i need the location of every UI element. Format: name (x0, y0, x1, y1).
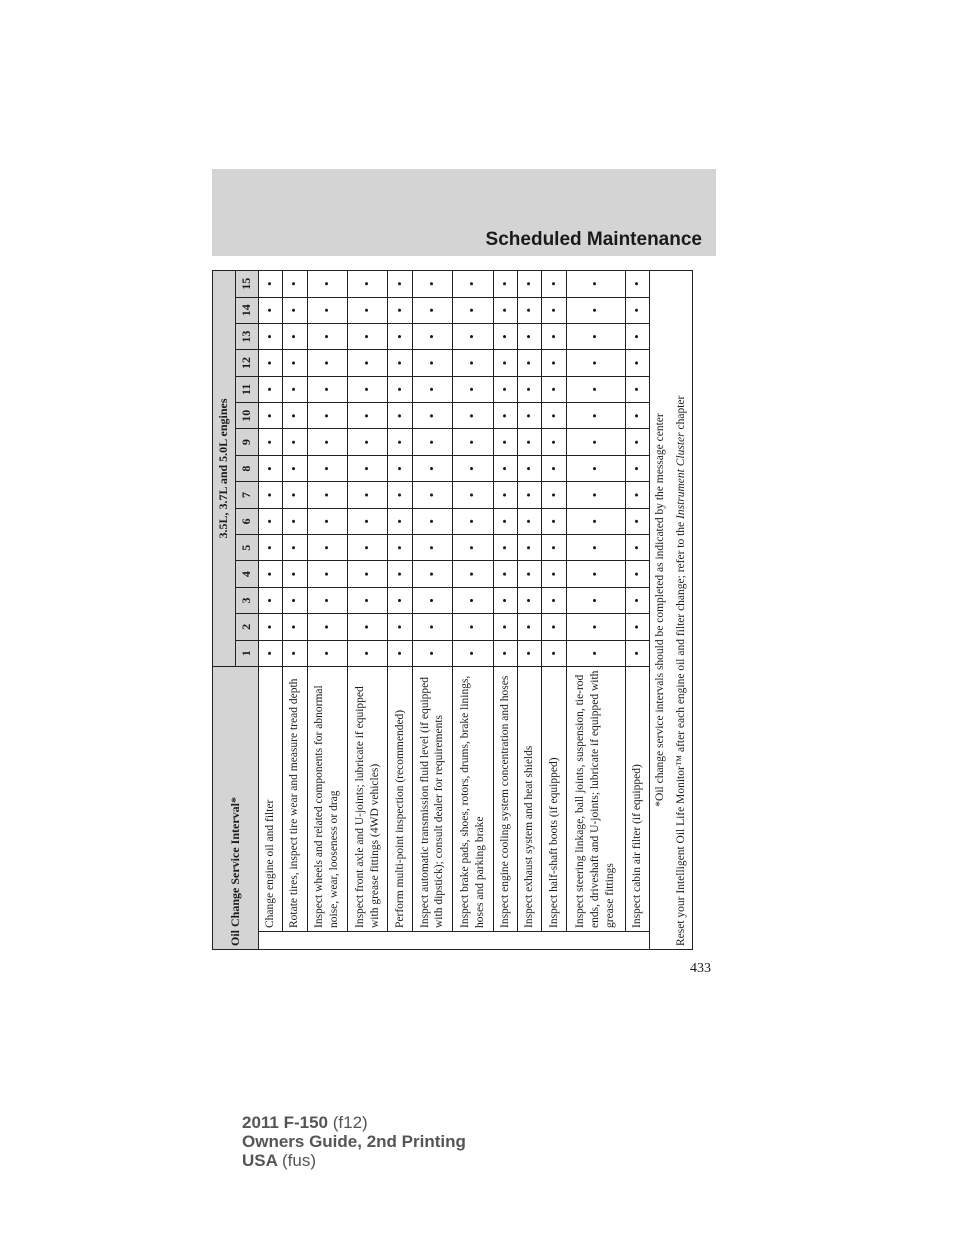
interval-dot: • (388, 271, 412, 298)
interval-dot: • (388, 297, 412, 323)
interval-dot: • (493, 587, 517, 613)
interval-dot: • (542, 482, 566, 508)
interval-dot: • (625, 403, 649, 429)
interval-number: 15 (235, 271, 258, 298)
interval-dot: • (625, 376, 649, 402)
interval-dot: • (453, 640, 493, 666)
interval-dot: • (347, 614, 387, 640)
interval-dot: • (307, 271, 347, 298)
engine-group-header: 3.5L, 3.7L and 5.0L engines (213, 271, 236, 667)
rotated-table-container (212, 270, 693, 950)
interval-dot: • (283, 587, 307, 613)
interval-dot: • (453, 455, 493, 481)
interval-dot: • (258, 614, 282, 640)
interval-dot: • (625, 561, 649, 587)
interval-dot: • (347, 482, 387, 508)
interval-dot: • (283, 323, 307, 349)
interval-dot: • (388, 535, 412, 561)
interval-dot: • (347, 297, 387, 323)
interval-dot: • (518, 587, 542, 613)
document-footer (242, 1113, 466, 1170)
interval-dot: • (412, 561, 452, 587)
interval-dot: • (258, 350, 282, 376)
interval-dot: • (518, 271, 542, 298)
task-cell: Inspect wheels and related components for abnormal noise, wear, looseness or drag (307, 666, 347, 931)
task-cell: Inspect exhaust system and heat shields (518, 666, 542, 931)
interval-dot: • (625, 614, 649, 640)
table-row (542, 271, 566, 950)
interval-dot: • (388, 614, 412, 640)
footer-line-2: Owners Guide, 2nd Printing (242, 1132, 466, 1151)
interval-dot: • (347, 561, 387, 587)
interval-number: 3 (235, 587, 258, 613)
interval-dot: • (566, 323, 625, 349)
interval-dot: • (625, 640, 649, 666)
interval-dot: • (412, 323, 452, 349)
task-cell: Inspect cabin air filter (if equipped) (625, 666, 649, 931)
interval-dot: • (258, 271, 282, 298)
interval-dot: • (493, 455, 517, 481)
interval-dot: • (453, 561, 493, 587)
interval-number: 13 (235, 323, 258, 349)
reset-note-chapter: Instrument Cluster (675, 432, 688, 519)
interval-dot: • (283, 561, 307, 587)
interval-dot: • (347, 403, 387, 429)
interval-dot: • (412, 271, 452, 298)
table-row (307, 271, 347, 950)
table-left-spacer (258, 932, 649, 950)
interval-dot: • (258, 640, 282, 666)
interval-dot: • (307, 535, 347, 561)
interval-dot: • (566, 614, 625, 640)
interval-dot: • (493, 614, 517, 640)
reset-note (671, 271, 693, 950)
interval-dot: • (493, 640, 517, 666)
interval-dot: • (453, 587, 493, 613)
interval-dot: • (283, 640, 307, 666)
interval-dot: • (412, 614, 452, 640)
interval-dot: • (307, 455, 347, 481)
interval-dot: • (412, 587, 452, 613)
interval-dot: • (307, 482, 347, 508)
interval-dot: • (283, 455, 307, 481)
footnote-text: *Oil change service intervals should be completed as indicated by the message center (650, 271, 671, 950)
interval-dot: • (453, 376, 493, 402)
interval-dot: • (625, 587, 649, 613)
interval-number: 14 (235, 297, 258, 323)
column-header-label: Oil Change Service Interval* (213, 666, 259, 949)
interval-dot: • (412, 535, 452, 561)
interval-dot: • (493, 376, 517, 402)
interval-dot: • (453, 350, 493, 376)
interval-dot: • (518, 403, 542, 429)
interval-dot: • (412, 508, 452, 534)
footer-region-code: (fus) (282, 1151, 316, 1170)
interval-dot: • (518, 614, 542, 640)
footer-line-3 (242, 1151, 466, 1170)
interval-dot: • (307, 403, 347, 429)
interval-dot: • (453, 482, 493, 508)
task-cell: Inspect automatic transmission fluid level (if equipped with dipstick); consult dealer for requirements (412, 666, 452, 931)
interval-dot: • (388, 640, 412, 666)
interval-dot: • (518, 297, 542, 323)
interval-dot: • (493, 508, 517, 534)
interval-dot: • (307, 350, 347, 376)
interval-dot: • (307, 587, 347, 613)
interval-dot: • (542, 640, 566, 666)
interval-number: 5 (235, 535, 258, 561)
interval-dot: • (518, 323, 542, 349)
interval-dot: • (453, 297, 493, 323)
interval-dot: • (542, 535, 566, 561)
task-cell: Inspect half-shaft boots (if equipped) (542, 666, 566, 931)
interval-dot: • (258, 455, 282, 481)
interval-dot: • (542, 271, 566, 298)
interval-dot: • (388, 561, 412, 587)
table-row (347, 271, 387, 950)
interval-dot: • (566, 350, 625, 376)
interval-dot: • (542, 561, 566, 587)
interval-dot: • (283, 271, 307, 298)
interval-number: 1 (235, 640, 258, 666)
table-row (566, 271, 625, 950)
interval-number: 11 (235, 376, 258, 402)
interval-dot: • (625, 323, 649, 349)
interval-number: 10 (235, 403, 258, 429)
interval-dot: • (625, 271, 649, 298)
interval-dot: • (493, 323, 517, 349)
interval-dot: • (258, 403, 282, 429)
interval-dot: • (283, 429, 307, 455)
interval-number: 7 (235, 482, 258, 508)
interval-dot: • (307, 429, 347, 455)
interval-dot: • (307, 508, 347, 534)
interval-dot: • (307, 640, 347, 666)
interval-dot: • (453, 271, 493, 298)
maintenance-table-area (212, 270, 693, 950)
interval-dot: • (283, 350, 307, 376)
interval-dot: • (453, 323, 493, 349)
table-row (412, 271, 452, 950)
interval-dot: • (388, 455, 412, 481)
interval-dot: • (347, 376, 387, 402)
interval-dot: • (412, 429, 452, 455)
interval-dot: • (518, 508, 542, 534)
interval-dot: • (542, 508, 566, 534)
interval-dot: • (453, 508, 493, 534)
interval-dot: • (518, 482, 542, 508)
interval-dot: • (388, 376, 412, 402)
interval-dot: • (518, 640, 542, 666)
interval-dot: • (566, 587, 625, 613)
interval-dot: • (566, 271, 625, 298)
interval-dot: • (307, 376, 347, 402)
interval-dot: • (518, 376, 542, 402)
interval-dot: • (347, 535, 387, 561)
reset-note-row (671, 271, 693, 950)
interval-dot: • (347, 640, 387, 666)
interval-dot: • (518, 561, 542, 587)
table-row (453, 271, 493, 950)
interval-dot: • (388, 350, 412, 376)
interval-dot: • (453, 614, 493, 640)
interval-dot: • (566, 376, 625, 402)
interval-dot: • (258, 376, 282, 402)
footer-model-code: (f12) (332, 1113, 368, 1132)
interval-dot: • (258, 587, 282, 613)
interval-number: 2 (235, 614, 258, 640)
interval-dot: • (566, 640, 625, 666)
interval-dot: • (347, 455, 387, 481)
task-cell: Perform multi-point inspection (recommended) (388, 666, 412, 931)
interval-dot: • (347, 271, 387, 298)
interval-dot: • (518, 535, 542, 561)
interval-dot: • (625, 429, 649, 455)
reset-note-suffix: chapter (675, 395, 688, 433)
interval-dot: • (283, 614, 307, 640)
header-band (212, 169, 716, 256)
interval-dot: • (347, 350, 387, 376)
interval-dot: • (625, 297, 649, 323)
interval-dot: • (388, 403, 412, 429)
footnote-row (650, 271, 671, 950)
interval-dot: • (625, 482, 649, 508)
interval-dot: • (412, 403, 452, 429)
interval-dot: • (542, 455, 566, 481)
interval-dot: • (542, 587, 566, 613)
interval-dot: • (566, 508, 625, 534)
task-cell: Change engine oil and filter (258, 666, 282, 931)
interval-dot: • (493, 429, 517, 455)
interval-dot: • (625, 535, 649, 561)
interval-dot: • (566, 297, 625, 323)
interval-dot: • (518, 350, 542, 376)
interval-dot: • (283, 508, 307, 534)
interval-dot: • (347, 323, 387, 349)
interval-dot: • (566, 429, 625, 455)
task-cell: Inspect engine cooling system concentration and hoses (493, 666, 517, 931)
interval-dot: • (283, 376, 307, 402)
table-row (388, 271, 412, 950)
interval-dot: • (347, 508, 387, 534)
interval-dot: • (258, 429, 282, 455)
interval-dot: • (307, 561, 347, 587)
interval-dot: • (453, 535, 493, 561)
interval-dot: • (493, 297, 517, 323)
table-header-row (213, 271, 236, 950)
interval-number: 8 (235, 455, 258, 481)
interval-dot: • (566, 403, 625, 429)
interval-dot: • (542, 403, 566, 429)
footer-region: USA (242, 1151, 278, 1170)
interval-dot: • (566, 561, 625, 587)
interval-dot: • (566, 535, 625, 561)
interval-dot: • (625, 455, 649, 481)
table-row (258, 271, 282, 950)
interval-dot: • (625, 350, 649, 376)
interval-dot: • (388, 508, 412, 534)
interval-dot: • (307, 323, 347, 349)
interval-dot: • (542, 297, 566, 323)
table-row (283, 271, 307, 950)
maintenance-schedule-table (212, 270, 693, 950)
task-cell: Rotate tires, inspect tire wear and measure tread depth (283, 666, 307, 931)
interval-dot: • (258, 561, 282, 587)
footer-model: 2011 F-150 (242, 1113, 329, 1132)
interval-dot: • (412, 455, 452, 481)
reset-note-text: Reset your Intelligent Oil Life Monitor™ after each engine oil and filter change; refer to the (675, 518, 688, 946)
interval-dot: • (566, 455, 625, 481)
interval-dot: • (283, 482, 307, 508)
interval-dot: • (542, 323, 566, 349)
interval-dot: • (542, 614, 566, 640)
interval-dot: • (412, 376, 452, 402)
interval-dot: • (307, 614, 347, 640)
task-cell: Inspect brake pads, shoes, rotors, drums, brake linings, hoses and parking brake (453, 666, 493, 931)
interval-dot: • (542, 429, 566, 455)
interval-dot: • (283, 535, 307, 561)
interval-dot: • (412, 350, 452, 376)
interval-number: 4 (235, 561, 258, 587)
interval-dot: • (493, 482, 517, 508)
interval-dot: • (453, 429, 493, 455)
interval-dot: • (258, 535, 282, 561)
interval-dot: • (493, 403, 517, 429)
interval-dot: • (412, 640, 452, 666)
interval-dot: • (388, 587, 412, 613)
interval-dot: • (388, 429, 412, 455)
task-cell: Inspect steering linkage, ball joints, suspension, tie-rod ends, driveshaft and U-joints; lubricate if equipped with grease fittings (566, 666, 625, 931)
interval-dot: • (283, 297, 307, 323)
interval-dot: • (388, 323, 412, 349)
interval-dot: • (518, 455, 542, 481)
interval-dot: • (625, 508, 649, 534)
table-row (493, 271, 517, 950)
interval-number: 12 (235, 350, 258, 376)
interval-dot: • (542, 376, 566, 402)
interval-dot: • (258, 323, 282, 349)
interval-number: 6 (235, 508, 258, 534)
page-title: Scheduled Maintenance (485, 229, 702, 250)
interval-dot: • (518, 429, 542, 455)
interval-dot: • (566, 482, 625, 508)
interval-dot: • (542, 350, 566, 376)
interval-dot: • (493, 271, 517, 298)
interval-dot: • (258, 482, 282, 508)
interval-dot: • (453, 403, 493, 429)
task-cell: Inspect front axle and U-joints; lubricate if equipped with grease fittings (4WD vehicles) (347, 666, 387, 931)
interval-dot: • (493, 350, 517, 376)
interval-dot: • (347, 429, 387, 455)
interval-dot: • (493, 561, 517, 587)
interval-number: 9 (235, 429, 258, 455)
interval-dot: • (412, 297, 452, 323)
table-row (518, 271, 542, 950)
interval-dot: • (258, 297, 282, 323)
interval-dot: • (307, 297, 347, 323)
table-row (625, 271, 649, 950)
interval-dot: • (388, 482, 412, 508)
interval-dot: • (412, 482, 452, 508)
interval-dot: • (283, 403, 307, 429)
interval-dot: • (347, 587, 387, 613)
interval-dot: • (258, 508, 282, 534)
interval-dot: • (493, 535, 517, 561)
footer-line-1 (242, 1113, 466, 1132)
page-number: 433 (690, 961, 711, 976)
